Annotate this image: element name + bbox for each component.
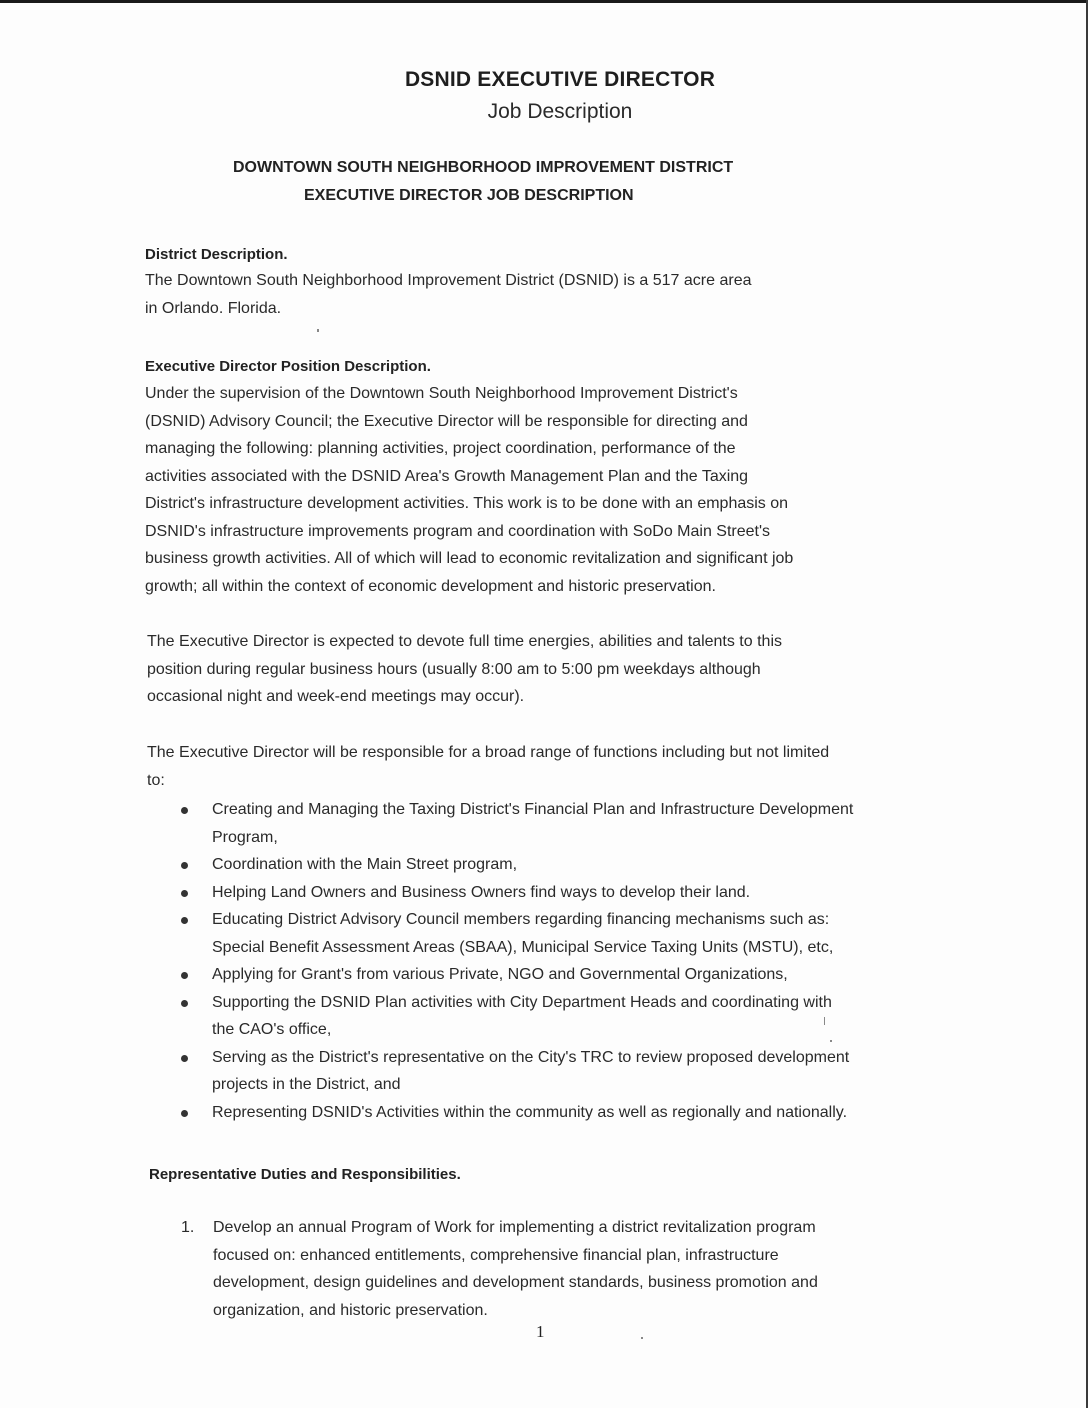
text-line: Supporting the DSNID Plan activities with City Department Heads and coordinating with [212,993,832,1011]
text-line: Representing DSNID's Activities within the community as well as regionally and nationally. [212,1103,848,1121]
text-line: managing the following: planning activities, project coordination, performance of the [145,440,736,457]
position-description-title: Executive Director Position Description. [145,358,431,375]
text-line: in Orlando. Florida. [145,299,282,317]
text-line: DSNID's infrastructure improvements program and coordination with SoDo Main Street's [145,522,771,540]
bullet-icon [181,1110,188,1117]
text-line: Special Benefit Assessment Areas (SBAA), Municipal Service Taxing Units (MSTU), etc, [212,938,834,956]
list-item [181,1044,961,1099]
text-line: District's infrastructure development activities. This work is to be done with an emphasis on [145,495,789,512]
text-line: the CAO's office, [212,1021,332,1038]
district-description-text [145,267,752,322]
text-line: Creating and Managing the Taxing District's Financial Plan and Infrastructure Development [212,801,854,818]
scan-speck [824,1017,825,1025]
text-line: occasional night and week-end meetings may occur). [147,688,525,705]
position-description-paragraph-3 [147,739,829,794]
list-item [181,989,961,1044]
text-line: Develop an annual Program of Work for implementing a district revitalization program [213,1219,816,1236]
item-number: 1. [181,1219,195,1236]
text-line: Under the supervision of the Downtown South Neighborhood Improvement District's [145,385,738,402]
list-item [181,879,961,907]
numbered-list-item [181,1214,818,1324]
item-text [213,1214,818,1324]
district-description-title: District Description. [145,246,288,263]
position-description-paragraph-1 [145,380,793,600]
text-line: organization, and historic preservation. [213,1301,488,1319]
district-heading-line-2: EXECUTIVE DIRECTOR JOB DESCRIPTION [304,187,634,204]
text-line: The Executive Director will be responsible for a broad range of functions including but not limited [147,744,830,761]
scan-speck [830,1040,832,1042]
text-line: Educating District Advisory Council members regarding financing mechanisms such as: [212,911,830,928]
duties-title: Representative Duties and Responsibilities. [149,1166,461,1183]
list-item [181,1099,961,1127]
list-item [181,796,961,851]
text-line: development, design guidelines and development standards, business promotion and [213,1274,818,1291]
text-line: projects in the District, and [212,1076,401,1093]
bullet-icon [181,807,188,814]
district-heading-line-1: DOWNTOWN SOUTH NEIGHBORHOOD IMPROVEMENT DISTRICT [233,159,734,176]
scan-speck [641,1337,643,1339]
page-number: 1 [536,1322,545,1341]
bullet-icon [181,972,188,979]
bullet-icon [181,890,188,897]
text-line: Serving as the District's representative on the City's TRC to review proposed development [212,1048,850,1066]
text-line: focused on: enhanced entitlements, comprehensive financial plan, infrastructure [213,1246,779,1264]
text-line: position during regular business hours (usually 8:00 am to 5:00 pm weekdays although [147,660,761,678]
position-description-paragraph-2 [147,628,782,711]
text-line: The Downtown South Neighborhood Improvement District (DSNID) is a 517 acre area [145,272,752,289]
bullet-icon [181,1000,188,1007]
functions-bullet-list [181,796,961,1126]
bullet-icon [181,917,188,924]
document-title: DSNID EXECUTIVE DIRECTOR [404,68,716,91]
document-subtitle: Job Description [487,100,633,123]
bullet-icon [181,862,188,869]
top-scan-edge [0,0,1088,3]
text-line: to: [147,771,165,789]
text-line: Applying for Grant's from various Private, NGO and Governmental Organizations, [212,966,788,983]
list-item [181,851,961,879]
text-line: business growth activities. All of which will lead to economic revitalization and significant job [145,550,794,567]
list-item [181,961,961,989]
text-line: The Executive Director is expected to devote full time energies, abilities and talents to this [147,633,782,650]
text-line: Program, [212,828,278,846]
text-line: Helping Land Owners and Business Owners find ways to develop their land. [212,883,751,901]
text-line: (DSNID) Advisory Council; the Executive Director will be responsible for directing and [145,412,748,430]
scan-speck [317,329,319,332]
list-item [181,906,961,961]
text-line: Coordination with the Main Street program, [212,856,518,873]
text-line: activities associated with the DSNID Area's Growth Management Plan and the Taxing [145,467,749,485]
text-line: growth; all within the context of economic development and historic preservation. [145,577,716,595]
bullet-icon [181,1055,188,1062]
